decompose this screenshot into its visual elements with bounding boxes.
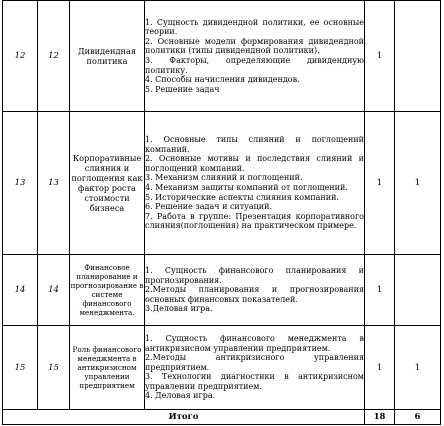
content-item: 5. Решение задач [145,84,220,94]
row-number: 14 [3,255,38,326]
total-label: Итого [3,410,365,425]
row-number-secondary: 15 [38,326,70,410]
content-item: 2. Основные мотивы и последствия слияний и поглощений компаний. [145,154,364,173]
total-row [3,410,441,425]
total-lecture-hours: 18 [365,410,395,425]
hours-practice [395,1,441,112]
content-cell [145,112,365,255]
content-item: 6. Решение задач и ситуаций. [145,202,273,212]
hours-practice: 1 [395,326,441,410]
table-row [3,112,441,255]
content-item: 4. Механизм защиты компаний от поглощений. [145,183,348,192]
topic-cell: Дивидендная политика [70,1,145,112]
row-number-secondary: 14 [38,255,70,326]
hours-practice [395,255,441,326]
content-item: 4. Деловая игра. [145,391,216,401]
hours-lecture: 1 [365,112,395,255]
content-item: 2.Методы планирования и прогнозирования основных финансовых показателей. [145,285,364,304]
hours-practice: 1 [395,112,441,255]
content-cell [145,1,365,112]
content-item: 2.Методы антикризисного управления предприятием. [145,353,364,372]
topic-cell: Роль финансового менеджмента в антикризисном управлении предприятием [70,326,145,410]
content-item: 1. Сущность финансового планирования и прогнозирования. [145,266,364,285]
content-item: 1. Сущность дивидендной политики, ее основные теории. [145,17,364,37]
total-practice-hours: 6 [395,410,441,425]
row-number: 13 [3,112,38,255]
content-item: 5. Исторические аспекты слияния компаний. [145,192,339,202]
content-item: 7. Работа в группе: Презентация корпоративного слияния(поглощения) на практическом примере. [145,211,364,231]
content-cell [145,255,365,326]
content-item: 1. Основные типы слияний и поглощений компаний. [145,135,364,154]
content-cell [145,326,365,410]
row-number: 15 [3,326,38,410]
hours-lecture: 1 [365,1,395,112]
table-row [3,326,441,410]
row-number-secondary: 12 [38,1,70,112]
hours-lecture: 1 [365,326,395,410]
content-item: 3. Факторы, определяющие дивидендную политику. [145,56,364,75]
topic-cell: Финансовое планирование и прогнозирование в системе финансового менеджмента. [70,255,145,326]
table-row [3,1,441,112]
topic-cell: Корпоративные слияния и поглощения как фактор роста стоимости бизнеса [70,112,145,255]
content-item: 1. Сущность финансового менеджмента в антикризисном управлении предприятием. [145,333,364,353]
content-item: 3. Механизм слияний и поглощений. [145,173,303,183]
hours-lecture: 1 [365,255,395,326]
row-number-secondary: 13 [38,112,70,255]
curriculum-table [2,0,441,425]
row-number: 12 [3,1,38,112]
content-item: 3.Деловая игра. [145,304,213,314]
content-item: 2. Основные модели формирования дивидендной политики (типы дивидендной политики). [145,36,364,56]
table-row [3,255,441,326]
content-item: 3. Технологии диагностики в антикризисном управлении предприятием. [145,372,364,391]
content-item: 4. Способы начисления дивидендов. [145,75,300,85]
